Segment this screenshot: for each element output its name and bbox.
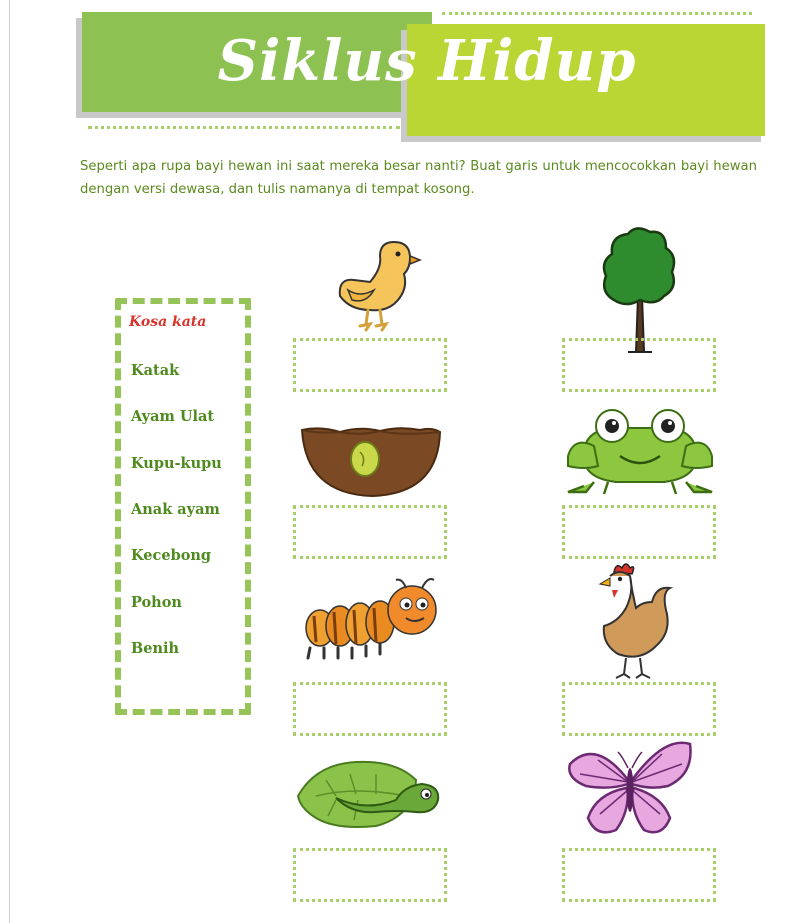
answer-box-butterfly[interactable] — [562, 848, 716, 902]
hen-icon — [596, 562, 676, 680]
word-bank-heading: Kosa kata — [129, 314, 207, 330]
chick-icon — [330, 238, 422, 334]
answer-box-chick[interactable] — [293, 338, 447, 392]
answer-box-caterpillar[interactable] — [293, 682, 447, 736]
word-item: Benih — [131, 640, 180, 657]
word-item: Kecebong — [131, 547, 212, 564]
word-item: Ayam Ulat — [131, 408, 215, 425]
answer-box-frog[interactable] — [562, 505, 716, 559]
butterfly-icon — [566, 734, 694, 840]
answer-box-seed[interactable] — [293, 505, 447, 559]
instructions-text: Seperti apa rupa bayi hewan ini saat mereka besar nanti? Buat garis untuk mencocokkan bayi hewan dengan versi dewasa, dan tulis namanya di tempat kosong. — [80, 159, 757, 197]
word-item: Pohon — [131, 594, 182, 611]
page-edge — [9, 0, 10, 923]
banner-dotted-line-top — [442, 12, 752, 15]
answer-box-hen[interactable] — [562, 682, 716, 736]
tree-icon — [600, 226, 678, 356]
banner-dotted-line-bottom — [88, 126, 400, 129]
word-item: Kupu-kupu — [131, 455, 222, 472]
word-item: Katak — [131, 362, 180, 379]
tadpole-icon — [296, 756, 444, 830]
caterpillar-icon — [302, 576, 442, 662]
answer-box-tadpole[interactable] — [293, 848, 447, 902]
answer-box-tree[interactable] — [562, 338, 716, 392]
page-title: Siklus Hidup — [217, 28, 637, 94]
frog-icon — [564, 406, 716, 498]
seed-icon — [300, 424, 442, 500]
word-item: Anak ayam — [131, 501, 220, 518]
word-bank-box — [115, 298, 251, 715]
